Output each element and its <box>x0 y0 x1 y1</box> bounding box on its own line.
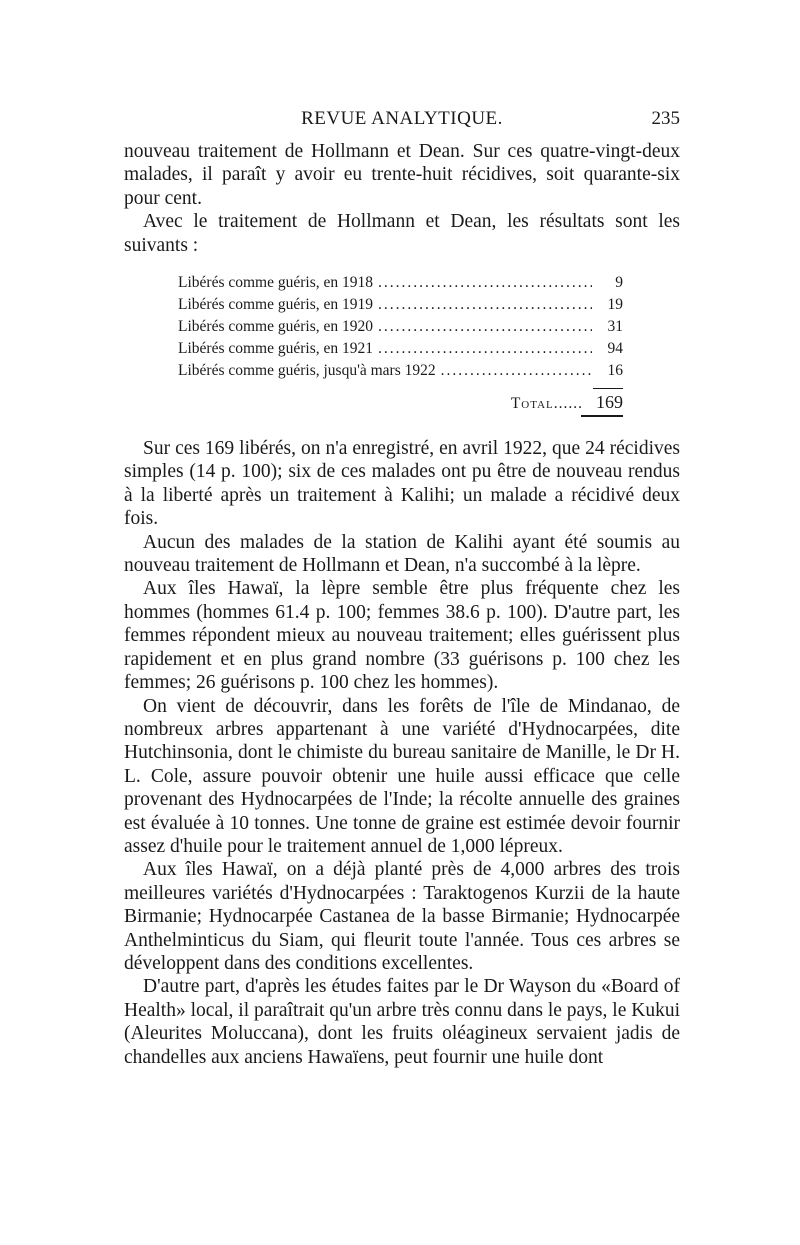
page-header <box>124 108 680 136</box>
leader-dots <box>378 294 592 316</box>
paragraph: Aucun des malades de la station de Kalihi ayant été soumis au nouveau traitement de Hollmann et Dean, n'a succombé à la lèpre. <box>124 531 680 577</box>
tally-row <box>178 360 623 382</box>
tally-value: 31 <box>607 318 623 336</box>
total-value: 169 <box>593 388 623 413</box>
body-continued <box>124 437 680 1069</box>
tally-label: Libérés comme guéris, en 1920 <box>178 318 373 336</box>
tally-value: 94 <box>607 340 623 358</box>
tally-label: Libérés comme guéris, en 1918 <box>178 274 373 292</box>
tally-label: Libérés comme guéris, en 1921 <box>178 340 373 358</box>
page-number: 235 <box>651 108 680 129</box>
paragraph: Avec le traitement de Hollmann et Dean, les résultats sont les suivants : <box>124 211 680 256</box>
paragraph: D'autre part, d'après les études faites par le Dr Wayson du «Board of Health» local, il paraîtrait qu'un arbre très connu dans le pays, le Kukui (Aleurites Moluccana), dont les fruits oléagineux servaient jadis de chandelles aux anciens Hawaïens, peut fournir une huile dont <box>124 976 680 1068</box>
tally-label: Libérés comme guéris, en 1919 <box>178 296 373 314</box>
paragraph: Sur ces 169 libérés, on n'a enregistré, en avril 1922, que 24 récidives simples (14 p. 100); six de ces malades ont pu être de nouveau rendus à la liberté après un traitement à Kalihi; un malade a récidivé deux fois. <box>124 438 680 530</box>
tally-row <box>178 316 623 338</box>
tally-row <box>178 294 623 316</box>
leader-dots <box>378 272 592 294</box>
total-underline <box>581 415 623 417</box>
tally-label: Libérés comme guéris, jusqu'à mars 1922 <box>178 362 436 380</box>
tally-value: 16 <box>607 362 623 380</box>
tally-value: 9 <box>615 274 623 292</box>
paragraph: Aux îles Hawaï, on a déjà planté près de 4,000 arbres des trois meilleures variétés d'Hydnocarpées : Taraktogenos Kurzii de la haute Birmanie; Hydnocarpée Castanea de la basse Birmanie; Hydnocarpée Anthelminticus du Siam, qui fleurit toute l'année. Tous ces arbres se développent dans des conditions excellentes. <box>124 859 680 974</box>
leader-dots <box>378 316 592 338</box>
results-tally <box>178 272 623 417</box>
paragraph: Aux îles Hawaï, la lèpre semble être plus fréquente chez les hommes (hommes 61.4 p. 100; femmes 38.6 p. 100). D'autre part, les femmes répondent mieux au nouveau traitement; elles guérissent plus rapidement et en plus grand nombre (33 guérisons p. 100 chez les femmes; 26 guérisons p. 100 chez les hommes). <box>124 578 680 694</box>
total-label: Total...... <box>510 395 583 413</box>
running-title: REVUE ANALYTIQUE. <box>301 108 503 129</box>
tally-row <box>178 338 623 360</box>
tally-value: 19 <box>607 296 623 314</box>
paragraph: nouveau traitement de Hollmann et Dean. Sur ces quatre-vingt-deux malades, il paraît y avoir eu trente-huit récidives, soit quarante-six pour cent. <box>124 141 680 209</box>
paragraph: On vient de découvrir, dans les forêts de l'île de Mindanao, de nombreux arbres appartenant à une variété d'Hydnocarpées, dite Hutchinsonia, dont le chimiste du bureau sanitaire de Manille, le Dr H. L. Cole, assure pouvoir obtenir une huile aussi efficace que celle provenant des Hydnocarpées de l'Inde; la récolte annuelle des graines est évaluée à 10 tonnes. Une tonne de graine est estimée devoir fournir assez d'huile pour le traitement annuel de 1,000 lépreux. <box>124 695 680 857</box>
body-text <box>124 140 680 1069</box>
leader-dots <box>378 338 592 360</box>
tally-row <box>178 272 623 294</box>
leader-dots <box>441 360 592 382</box>
tally-total-row <box>178 384 623 415</box>
